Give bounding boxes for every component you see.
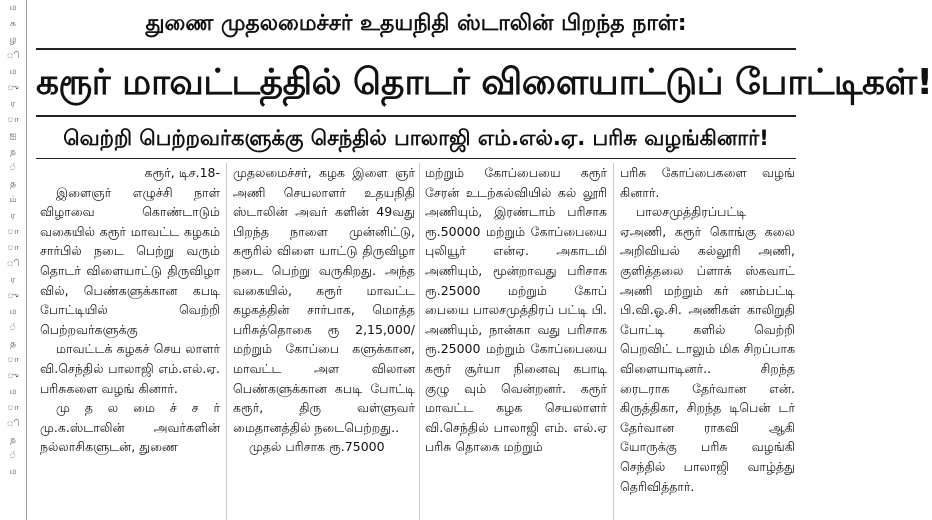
divider: [36, 158, 796, 159]
edge-glyph: ம: [9, 387, 17, 397]
dateline: கரூர், டிச.18-: [144, 165, 220, 180]
edge-glyph: ம: [9, 67, 17, 77]
edge-glyph: ்: [9, 163, 17, 173]
divider: [36, 48, 796, 50]
paragraph: மு த ல மை ச் ச ர் மு.க.ஸ்டாலின் அவர்களின் நல்லாசிகளுடன், துணை: [40, 400, 220, 455]
headline: கரூர் மாவட்டத்தில் தொடர் விளையாட்டுப் போட்டிகள்!: [36, 62, 932, 103]
edge-glyph: ு: [7, 371, 19, 381]
edge-glyph: ா: [7, 403, 19, 413]
edge-glyph: ி: [6, 419, 20, 429]
kicker-heading: துணை முதலமைச்சர் உதயநிதி ஸ்டாலின் பிறந்த நாள்:: [145, 11, 687, 36]
edge-glyph: ந: [10, 435, 16, 445]
edge-glyph: ர: [10, 275, 16, 285]
article-column-2: [233, 163, 415, 520]
edge-glyph: ழ: [9, 35, 17, 45]
paragraph: பாலசமுத்திரப்பட்டி ஏஅணி, கரூர் கொங்கு கலை அறிவியல் கல்லூரி அணி, குளித்தலை ப்ளாக் ஸ்கவாட் அணி மற்றும் கர் ணம்பட்டி பி.வி.ஓ.சி. அணிகள் காலிறுதி போட்டி களில் வெற்றி பெறவிட் டாலும் மிக சிறப்பாக விளையாடினர்.. சிறந்த ரைடராக தேர்வான என். கிருத்திகா, சிறந்த டிபென் டர் தேர்வான ராகவி ஆகி யோருக்கு பரிசு வழங்கி செந்தில் பாலாஜி வாழ்த்து தெரிவித்தார்.: [620, 204, 795, 494]
subheading: வெற்றி பெற்றவர்களுக்கு செந்தில் பாலாஜி எம்.எல்.ஏ. பரிசு வழங்கினார்!: [63, 126, 769, 150]
edge-glyph: ஐ: [9, 131, 17, 141]
edge-glyph: ி: [6, 259, 20, 269]
article-column-1: [40, 163, 220, 520]
edge-glyph: ு: [7, 83, 19, 93]
column-rule: [613, 163, 614, 520]
paragraph: பரிசு கோப்பைகளை வழங் கினார்.: [620, 165, 795, 200]
edge-glyph: ர: [10, 211, 16, 221]
paragraph: இளைஞர் எழுச்சி நாள் விழாவை கொண்டாடும் வகையில் கரூர் மாவட்ட கழகம் சார்பில் நடை பெற்று வரும் தொடர் விளையாட்டு திருவிழா வில், பெண்களுக்கான கபடி போட்டியில் வெற்றி பெற்றவர்களுக்கு: [40, 184, 220, 337]
edge-glyph: ்: [9, 323, 17, 333]
column-rule: [226, 163, 227, 520]
edge-glyph: ர: [10, 99, 16, 109]
edge-glyph: ம: [9, 467, 17, 477]
edge-glyph: ா: [7, 243, 19, 253]
edge-glyph: ம: [9, 3, 17, 13]
edge-glyph: ம்: [9, 195, 17, 205]
edge-glyph: ு: [7, 291, 19, 301]
divider: [36, 115, 796, 117]
edge-glyph: ம: [9, 307, 17, 317]
paragraph: மற்றும் கோப்பையை கரூர் சேரன் உடற்கல்வியில் கல் லூரி அணியும், இரண்டாம் பரிசாக ரூ.50000 மற்றும் கோப்பையை புலியூர் என்ஏ. அகாடமி அணியும், மூன்றாவது பரிசாக ரூ.25000 மற்றும் கோப் பையை பாலசமுத்திரப் பட்டி பி. அணியும், நான்கா வது பரிசாக ரூ.25000 மற்றும் கோப்பையை கரூர் சூர்யா நினைவு கபாடி குழு வும் வென்றனர். கரூர் மாவட்ட கழக செயலாளர் வி.செந்தில் பாலாஜி எம். எல்.ஏ பரிசு தொகை மற்றும்: [425, 165, 607, 455]
edge-glyph: க: [10, 19, 16, 29]
edge-glyph: ா: [7, 115, 19, 125]
column-rule: [419, 163, 420, 520]
article-column-3: [425, 163, 607, 520]
edge-glyph: ா: [7, 227, 19, 237]
edge-glyph: த: [10, 179, 16, 189]
article-column-4: [620, 163, 795, 520]
edge-glyph: ்: [9, 451, 17, 461]
paragraph: மாவட்டக் கழகச் செய லாளர் வி.செந்தில் பாலாஜி எம்.எல்.ஏ. பரிசுகளை வழங் கினார்.: [40, 341, 220, 396]
edge-glyph: த: [10, 339, 16, 349]
adjacent-column-edge: [0, 0, 27, 520]
paragraph: முதல் பரிசாக ரூ.75000: [249, 439, 385, 455]
edge-glyph: ா: [7, 355, 19, 365]
edge-glyph: ி: [6, 51, 20, 61]
edge-glyph: ந: [10, 147, 16, 157]
paragraph: முதலமைச்சர், கழக இளை ஞர் அணி செயலாளர் உதயநிதி ஸ்டாலின் அவர் களின் 49வது பிறந்த நாளை முன்னிட்டு, கரூரில் விளை யாட்டு திருவிழா நடை பெற்று வருகிறது. அந்த வகையில், கரூர் மாவட்ட கழகத்தின் சார்பாக, மொத்த பரிசுத்தொகை ரூ 2,15,000/ மற்றும் கோப்பை களுக்கான, மாவட்ட அள விலான பெண்களுக்கான கபடி போட்டி கரூர், திரு வள்ளுவர் மைதானத்தில் நடைபெற்றது..: [233, 165, 415, 435]
